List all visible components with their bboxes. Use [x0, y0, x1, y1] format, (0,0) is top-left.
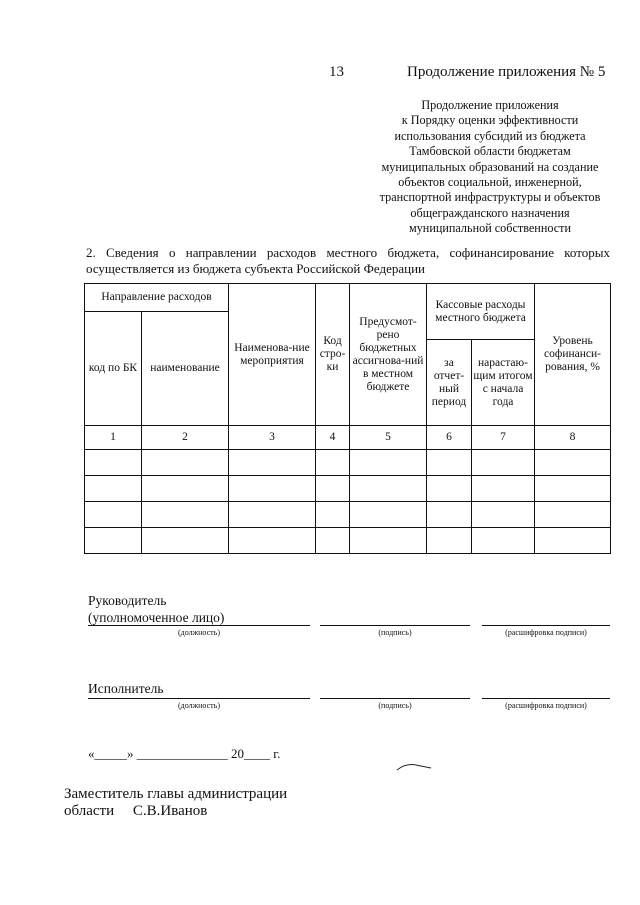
header-code-bk: код по БК [85, 312, 142, 426]
header-direction: Направление расходов [85, 284, 229, 312]
header-name: наименование [142, 312, 229, 426]
date-line: «_____» ______________ 20____ г. [88, 746, 281, 761]
column-number: 4 [316, 426, 350, 450]
head-signature-line [320, 625, 470, 626]
annotation-line: к Порядку оценки эффективности [401, 113, 579, 128]
head-signature-caption: (подпись) [378, 628, 412, 637]
head-label-line2: (уполномоченное лицо) [88, 610, 225, 625]
section-heading-line2: осуществляется из бюджета субъекта Российской Федерации [86, 261, 426, 276]
executor-decoding-line [482, 698, 610, 699]
executor-signature-line [320, 698, 470, 699]
annotation-line: транспортной инфраструктуры и объектов [379, 190, 601, 205]
table-row [85, 502, 611, 528]
column-number: 6 [427, 426, 472, 450]
executor-label: Исполнитель [88, 681, 164, 696]
executor-position-line [88, 698, 310, 699]
column-number: 5 [350, 426, 427, 450]
column-number: 3 [229, 426, 316, 450]
annotation-line: объектов социальной, инженерной, [398, 175, 582, 190]
column-number: 2 [142, 426, 229, 450]
head-signature-label [88, 592, 224, 626]
head-position-caption: (должность) [178, 628, 220, 637]
section-heading [86, 245, 610, 277]
column-number: 8 [535, 426, 611, 450]
annotation-line: использования субсидий из бюджета [394, 128, 586, 143]
section-heading-line1: 2. Сведения о направлении расходов местного бюджета, софинансирование которых [86, 245, 610, 260]
signature-mark-icon [396, 762, 432, 772]
column-number: 7 [472, 426, 535, 450]
header-reporting-period: за отчет-ный период [427, 340, 472, 426]
header-cash-expenses: Кассовые расходы местного бюджета [427, 284, 535, 340]
signer-name: области С.В.Иванов [64, 803, 208, 819]
header-cumulative: нарастаю-щим итогом с начала года [472, 340, 535, 426]
column-number: 1 [85, 426, 142, 450]
column-numbers-row [85, 426, 611, 450]
head-decoding-caption: (расшифровка подписи) [505, 628, 587, 637]
annotation-line: Продолжение приложения [421, 98, 559, 112]
executor-position-caption: (должность) [178, 701, 220, 710]
header-planned-allocations: Предусмот-рено бюджетных ассигнова-ний в местном бюджете [350, 284, 427, 426]
page-number: 13 [329, 64, 344, 80]
head-decoding-line [482, 625, 610, 626]
signer-block [64, 786, 287, 820]
signer-position: Заместитель главы администрации [64, 786, 288, 802]
expenses-table [84, 283, 611, 554]
appendix-annotation [330, 98, 640, 237]
annotation-line: общегражданского назначения [410, 205, 570, 220]
annotation-line: муниципальной собственности [409, 221, 571, 236]
head-label-line1: Руководитель [88, 593, 167, 608]
appendix-continuation-title: Продолжение приложения № 5 [407, 64, 606, 80]
head-position-line [88, 625, 310, 626]
table-row [85, 476, 611, 502]
annotation-line: Тамбовской области бюджетам [409, 144, 571, 159]
header-row-code: Код стро-ки [316, 284, 350, 426]
header-event-name: Наименова-ние мероприятия [229, 284, 316, 426]
header-cofinancing-level: Уровень софинанси-рования, % [535, 284, 611, 426]
annotation-line: муниципальных образований на создание [381, 159, 599, 174]
table-row [85, 450, 611, 476]
table-row [85, 528, 611, 554]
executor-signature-caption: (подпись) [378, 701, 412, 710]
executor-decoding-caption: (расшифровка подписи) [505, 701, 587, 710]
